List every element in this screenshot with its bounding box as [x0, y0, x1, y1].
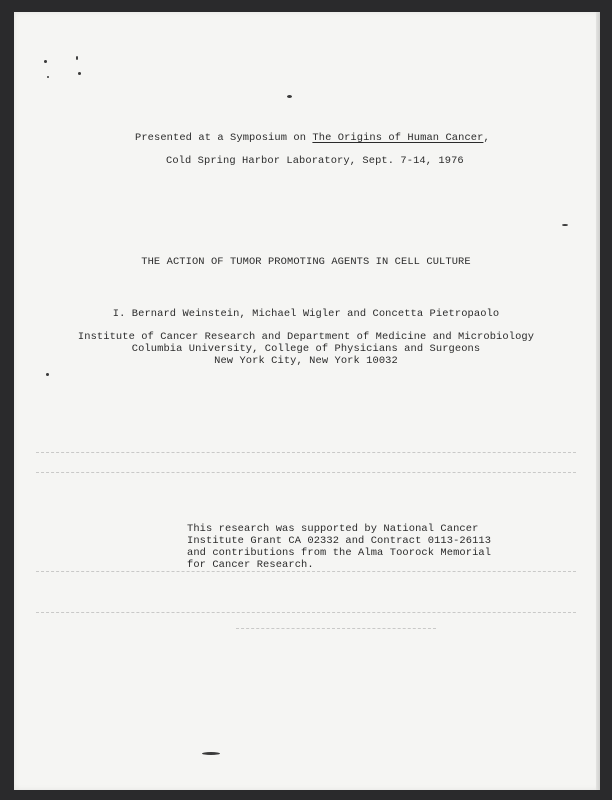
affiliation-line-2: Columbia University, College of Physicians and Surgeons: [131, 343, 481, 355]
scan-speck: [78, 72, 81, 75]
funding-line-2: Institute Grant CA 02332 and Contract 0113-26113: [187, 535, 492, 547]
funding-line-1: This research was supported by National Cancer: [187, 523, 479, 535]
funding-line-3: and contributions from the Alma Toorock Memorial: [187, 547, 492, 559]
symposium-title: The Origins of Human Cancer: [312, 132, 484, 144]
paper-title: THE ACTION OF TUMOR PROMOTING AGENTS IN CELL CULTURE: [141, 256, 471, 268]
document-page: [14, 12, 600, 790]
affiliation-line-1: Institute of Cancer Research and Department of Medicine and Microbiology: [77, 331, 535, 343]
scan-speck: [44, 60, 47, 63]
page-edge: [596, 12, 600, 790]
scan-speck: [562, 224, 568, 226]
funding-line-4: for Cancer Research.: [187, 559, 314, 571]
symposium-venue: Cold Spring Harbor Laboratory, Sept. 7-14, 1976: [166, 155, 464, 167]
scan-speck: [202, 752, 220, 755]
symposium-line: [135, 131, 490, 145]
symposium-prefix: Presented at a Symposium on: [135, 132, 313, 144]
scan-speck: [47, 76, 49, 78]
scan-line: [36, 452, 576, 453]
scan-speck: [76, 56, 78, 60]
scan-speck: [287, 95, 292, 98]
scan-line: [236, 628, 436, 629]
symposium-suffix: ,: [483, 132, 490, 144]
authors: I. Bernard Weinstein, Michael Wigler and Concetta Pietropaolo: [112, 308, 500, 320]
scan-line: [36, 612, 576, 613]
scan-line: [36, 472, 576, 473]
scan-speck: [46, 373, 49, 376]
affiliation-line-3: New York City, New York 10032: [214, 355, 398, 367]
